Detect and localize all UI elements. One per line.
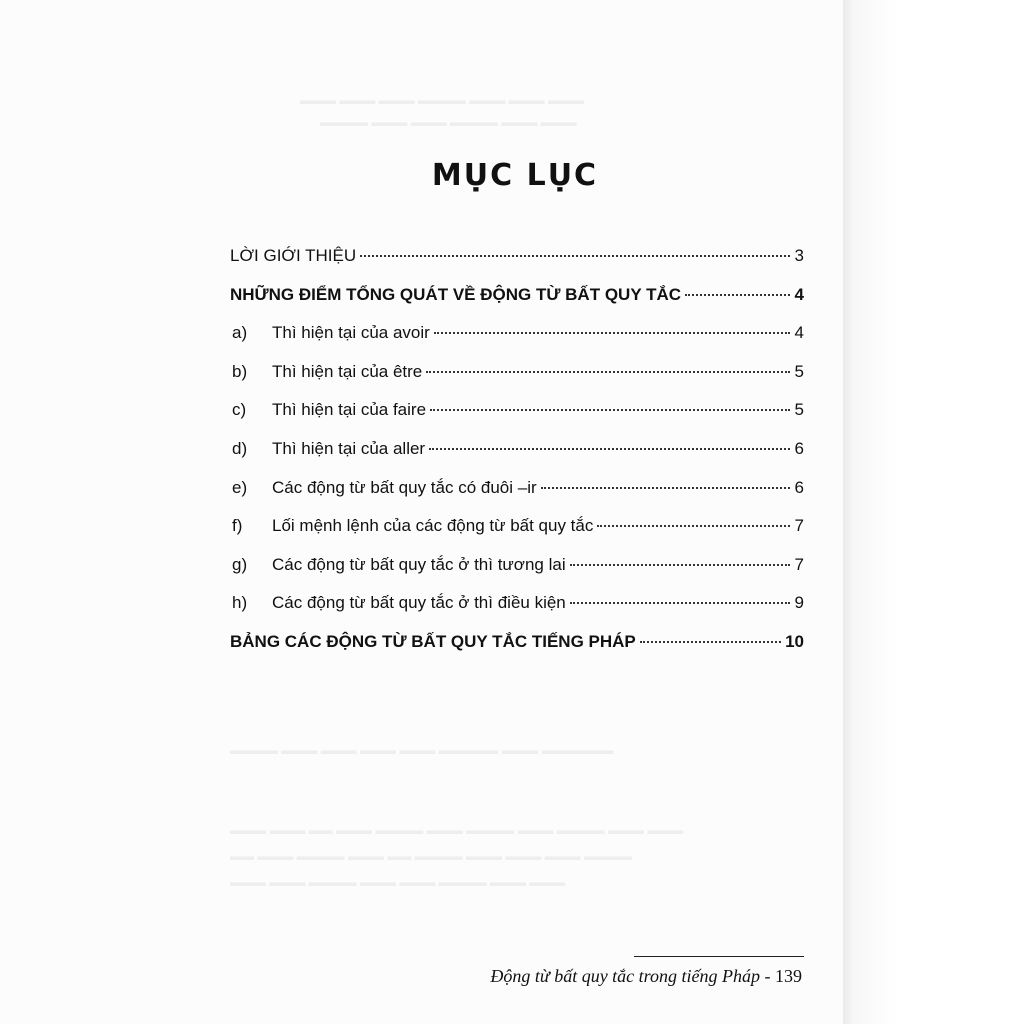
toc-entry-title: Các động từ bất quy tắc có đuôi –ir [272, 477, 537, 497]
page-footer [490, 966, 802, 987]
dot-leader [430, 409, 790, 411]
toc-entry-marker: d) [232, 438, 248, 458]
page-edge-shadow [843, 0, 1024, 1024]
toc-entry-page: 4 [794, 323, 804, 343]
toc-entry-title: LỜI GIỚI THIỆU [230, 246, 357, 265]
bleed-through: ▬▬▬ ▬▬▬ ▬▬▬ ▬▬▬▬ ▬▬▬ ▬▬▬ ▬▬▬ [300, 93, 585, 107]
dot-leader [434, 332, 790, 334]
toc-entry-marker: f) [232, 516, 243, 536]
footer-page-number: 139 [775, 966, 802, 986]
bleed-through: ▬▬▬▬ ▬▬▬ ▬▬▬ ▬▬▬▬ ▬▬▬ ▬▬▬ [320, 115, 577, 129]
dot-leader [570, 564, 790, 566]
dot-leader [597, 525, 790, 527]
toc-entry-marker: a) [232, 323, 248, 343]
bleed-through: ▬▬▬ ▬▬▬ ▬▬▬▬ ▬▬▬ ▬▬▬ ▬▬▬▬ ▬▬▬ ▬▬▬ [230, 875, 566, 889]
page-title: MỤC LỤC [431, 158, 599, 193]
toc-entry-marker: b) [232, 361, 248, 381]
toc-entry-marker: e) [232, 477, 248, 497]
toc-entry-page: 10 [785, 631, 804, 651]
footer-separator: - [760, 966, 775, 986]
dot-leader [541, 487, 790, 489]
toc-entry-page: 4 [794, 284, 804, 304]
dot-leader [570, 602, 790, 604]
toc-entry-title: Các động từ bất quy tắc ở thì tương lai [272, 554, 566, 574]
toc-entry-page: 9 [794, 593, 804, 613]
dot-leader [360, 255, 790, 257]
toc-entry-title: Thì hiện tại của faire [272, 400, 427, 420]
toc-entry-page: 5 [794, 361, 804, 381]
toc-entry[interactable] [230, 362, 804, 401]
toc-entry-marker: h) [232, 593, 248, 613]
footer-rule [634, 956, 804, 957]
dot-leader [640, 641, 781, 643]
toc-entry-marker: g) [232, 554, 248, 574]
toc-entry-page: 5 [794, 400, 804, 420]
toc-entry-title: Lối mệnh lệnh của các động từ bất quy tắc [272, 516, 594, 536]
bleed-through: ▬▬ ▬▬▬ ▬▬▬▬ ▬▬▬ ▬▬ ▬▬▬▬ ▬▬▬ ▬▬▬ ▬▬▬ ▬▬▬▬ [230, 849, 633, 863]
toc-entry[interactable] [230, 516, 804, 555]
toc-entry-title: Thì hiện tại của avoir [272, 323, 430, 343]
toc-entry[interactable] [230, 632, 804, 671]
toc-entry-page: 7 [794, 516, 804, 536]
toc-entry[interactable] [230, 593, 804, 632]
dot-leader [426, 371, 790, 373]
toc-entry-page: 7 [794, 554, 804, 574]
toc-entry-title: Các động từ bất quy tắc ở thì điều kiện [272, 593, 566, 613]
toc-entry[interactable] [230, 400, 804, 439]
toc-entry-title: Thì hiện tại của aller [272, 438, 426, 458]
toc-entry-page: 3 [794, 246, 804, 265]
toc-entry[interactable] [230, 439, 804, 478]
toc-entry-marker: c) [232, 400, 247, 420]
toc-entry[interactable] [230, 323, 804, 362]
table-of-contents [230, 246, 804, 671]
toc-entry-page: 6 [794, 477, 804, 497]
bleed-through: ▬▬▬▬ ▬▬▬ ▬▬▬ ▬▬▬ ▬▬▬ ▬▬▬▬▬ ▬▬▬ ▬▬▬▬▬▬ [230, 743, 614, 757]
toc-entry[interactable] [230, 246, 804, 285]
bleed-through: ▬▬▬ ▬▬▬ ▬▬ ▬▬▬ ▬▬▬▬ ▬▬▬ ▬▬▬▬ ▬▬▬ ▬▬▬▬ ▬▬▬ ▬▬▬ [230, 823, 684, 837]
toc-entry-title: Thì hiện tại của être [272, 361, 423, 381]
toc-entry[interactable] [230, 555, 804, 594]
footer-book-title: Động từ bất quy tắc trong tiếng Pháp [490, 966, 760, 986]
toc-entry-title: NHỮNG ĐIỂM TỔNG QUÁT VỀ ĐỘNG TỪ BẤT QUY TẮC [230, 284, 682, 304]
toc-entry-title: BẢNG CÁC ĐỘNG TỪ BẤT QUY TẮC TIẾNG PHÁP [230, 631, 636, 651]
toc-entry-page: 6 [794, 438, 804, 458]
dot-leader [685, 294, 790, 296]
dot-leader [429, 448, 790, 450]
toc-entry[interactable] [230, 478, 804, 517]
toc-entry[interactable] [230, 285, 804, 324]
